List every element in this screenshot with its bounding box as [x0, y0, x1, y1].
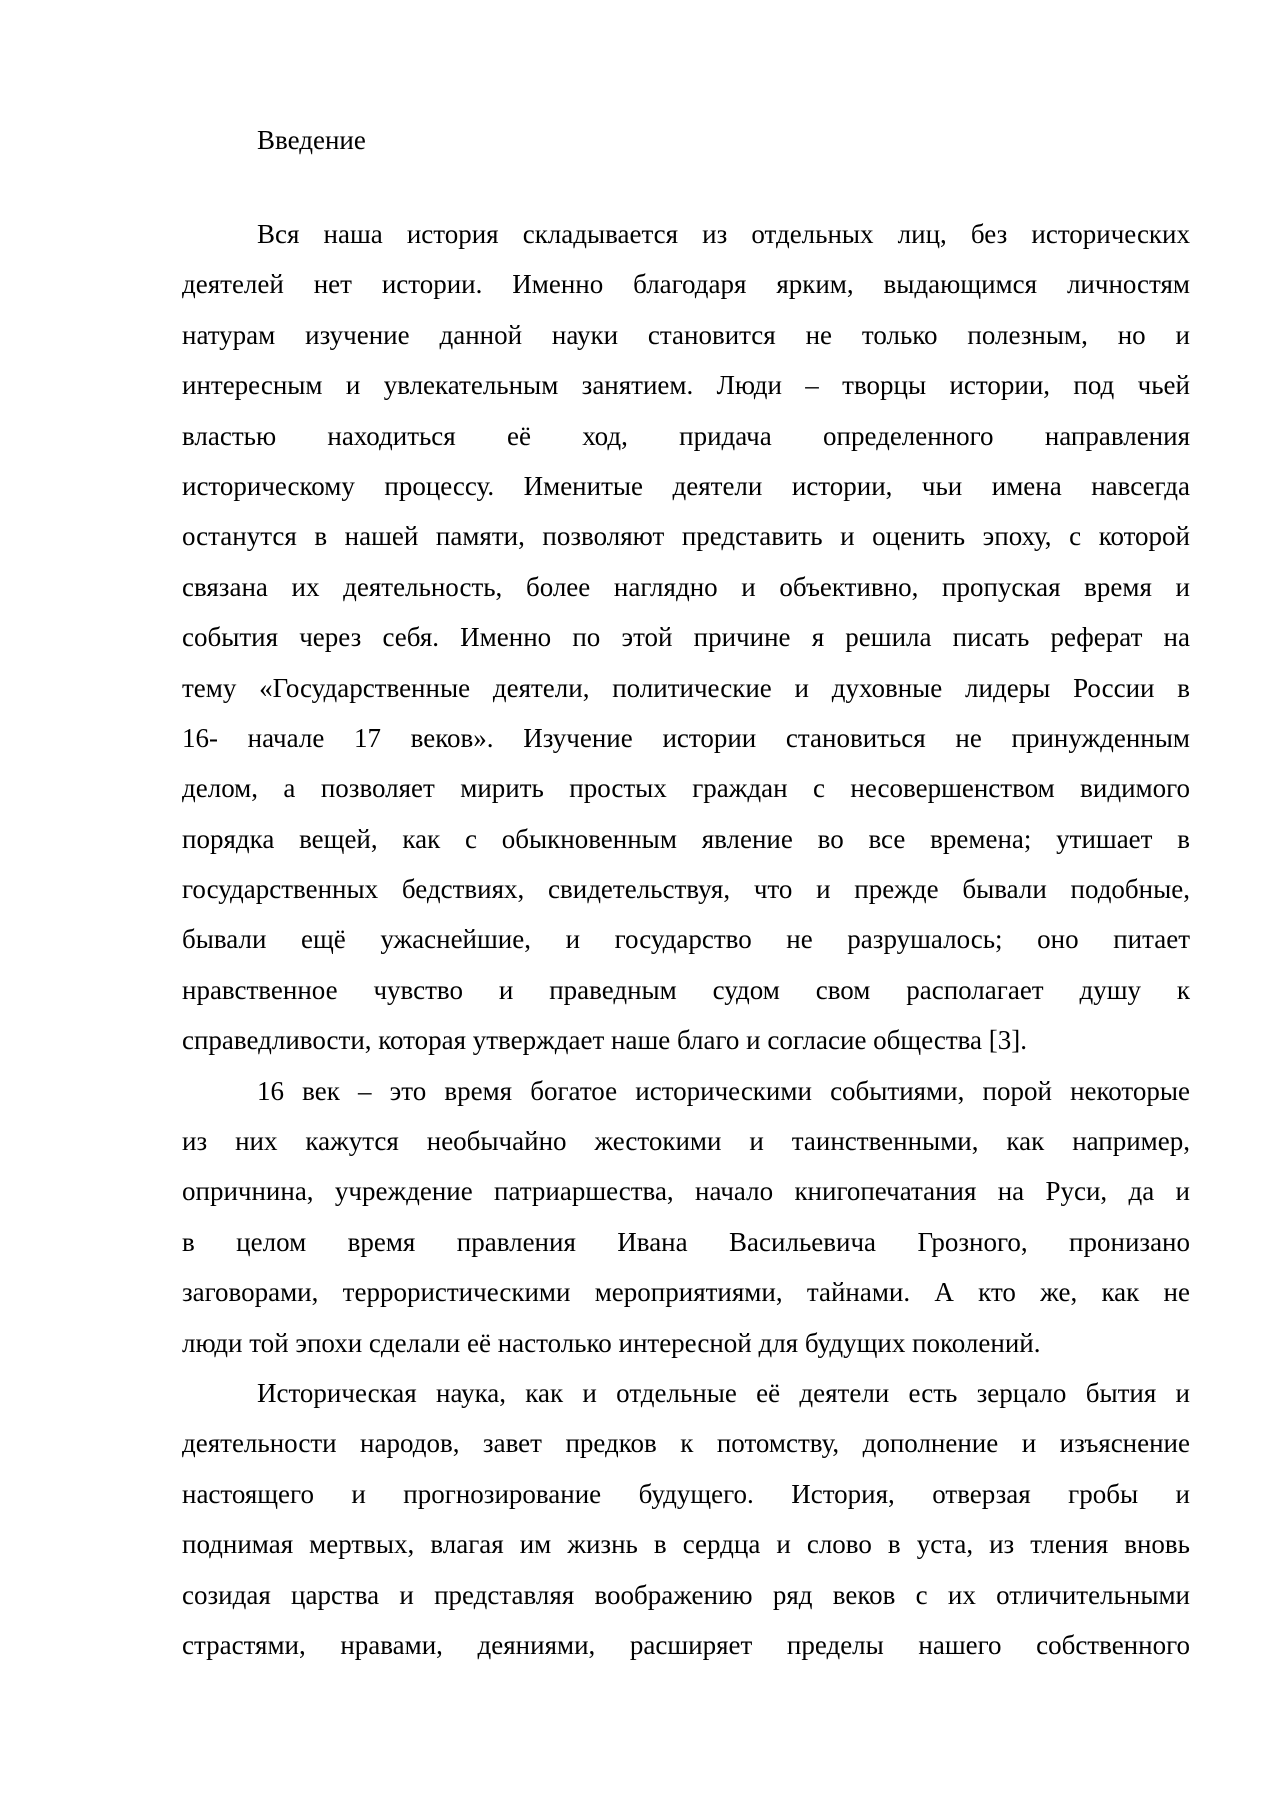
text-line: делом, а позволяет мирить простых граждан с несовершенством видимого: [182, 773, 1190, 804]
text-line: справедливости, которая утверждает наше благо и согласие общества [3].: [182, 1025, 1028, 1056]
text-line: заговорами, террористическими мероприятиями, тайнами. А кто же, как не: [182, 1277, 1190, 1308]
text-line: Вся наша история складывается из отдельных лиц, без исторических: [257, 219, 1190, 249]
text-line: настоящего и прогнозирование будущего. История, отверзая гробы и: [182, 1478, 1190, 1509]
text-line: тему «Государственные деятели, политические и духовные лидеры России в: [182, 672, 1190, 703]
paragraph-3: [182, 1368, 1190, 1670]
text-line: 16- начале 17 веков». Изучение истории становиться не принужденным: [182, 722, 1190, 753]
document-body: [182, 209, 1190, 1670]
text-line: историческому процессу. Именитые деятели истории, чьи имена навсегда: [182, 470, 1190, 501]
text-line: Историческая наука, как и отдельные её деятели есть зерцало бытия и: [257, 1377, 1190, 1408]
text-line: поднимая мертвых, влагая им жизнь в сердца и слово в уста, из тления вновь: [182, 1529, 1190, 1560]
paragraph-1: [182, 209, 1190, 1066]
text-line: нравственное чувство и праведным судом свом располагает душу к: [182, 974, 1190, 1005]
text-line: властью находиться её ход, придача определенного направления: [182, 420, 1190, 451]
text-line: государственных бедствиях, свидетельствуя, что и прежде бывали подобные,: [182, 874, 1190, 905]
text-line: 16 век – это время богатое историческими событиями, порой некоторые: [257, 1075, 1190, 1106]
section-heading: Введение: [257, 125, 366, 155]
text-line: интересным и увлекательным занятием. Люди – творцы истории, под чьей: [182, 370, 1190, 401]
text-line: события через себя. Именно по этой причине я решила писать реферат на: [182, 622, 1190, 653]
text-line: созидая царства и представляя воображению ряд веков с их отличительными: [182, 1579, 1190, 1610]
text-line: натурам изучение данной науки становится не только полезным, но и: [182, 319, 1190, 350]
text-line: опричнина, учреждение патриаршества, начало книгопечатания на Руси, да и: [182, 1176, 1190, 1207]
text-line: из них кажутся необычайно жестокими и таинственными, как например,: [182, 1126, 1190, 1157]
paragraph-2: [182, 1066, 1190, 1368]
text-line: в целом время правления Ивана Васильевича Грозного, пронизано: [182, 1226, 1190, 1257]
text-line: люди той эпохи сделали её настолько интересной для будущих поколений.: [182, 1327, 1041, 1358]
text-line: деятелей нет истории. Именно благодаря ярким, выдающимся личностям: [182, 269, 1190, 300]
text-line: порядка вещей, как с обыкновенным явление во все времена; утишает в: [182, 823, 1190, 854]
text-line: деятельности народов, завет предков к потомству, дополнение и изъяснение: [182, 1428, 1190, 1459]
text-line: бывали ещё ужаснейшие, и государство не разрушалось; оно питает: [182, 924, 1190, 955]
text-line: страстями, нравами, деяниями, расширяет пределы нашего собственного: [182, 1629, 1190, 1660]
text-line: останутся в нашей памяти, позволяют представить и оценить эпоху, с которой: [182, 521, 1190, 552]
text-line: связана их деятельность, более наглядно и объективно, пропуская время и: [182, 571, 1190, 602]
